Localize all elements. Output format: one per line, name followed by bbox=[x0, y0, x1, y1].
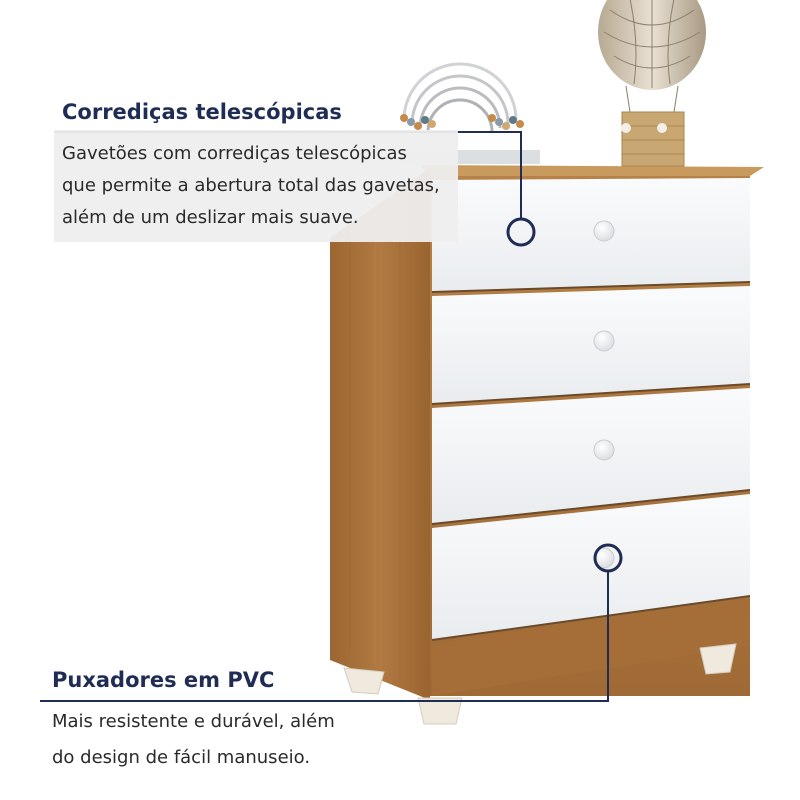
drawer-2 bbox=[432, 286, 750, 404]
callout-body-line: Gavetões com corrediças telescópicas bbox=[62, 143, 407, 164]
callout-body-line: Mais resistente e durável, além bbox=[52, 711, 335, 732]
callout-body bbox=[54, 130, 458, 242]
callout-pvc-handles bbox=[40, 664, 370, 782]
callout-body-line: além de um deslizar mais suave. bbox=[62, 207, 359, 228]
hot-air-balloon-decor bbox=[598, 0, 706, 166]
dresser-side-panel bbox=[330, 168, 430, 700]
callout-body-line: do design de fácil manuseio. bbox=[52, 747, 311, 768]
callout-body-line: que permite a abertura total das gavetas, bbox=[62, 175, 440, 196]
callout-title: Puxadores em PVC bbox=[52, 668, 275, 692]
callout-title: Corrediças telescópicas bbox=[54, 96, 350, 130]
callout-telescopic-slides bbox=[54, 96, 458, 242]
drawer-1 bbox=[432, 178, 750, 292]
callout-body bbox=[40, 698, 370, 782]
